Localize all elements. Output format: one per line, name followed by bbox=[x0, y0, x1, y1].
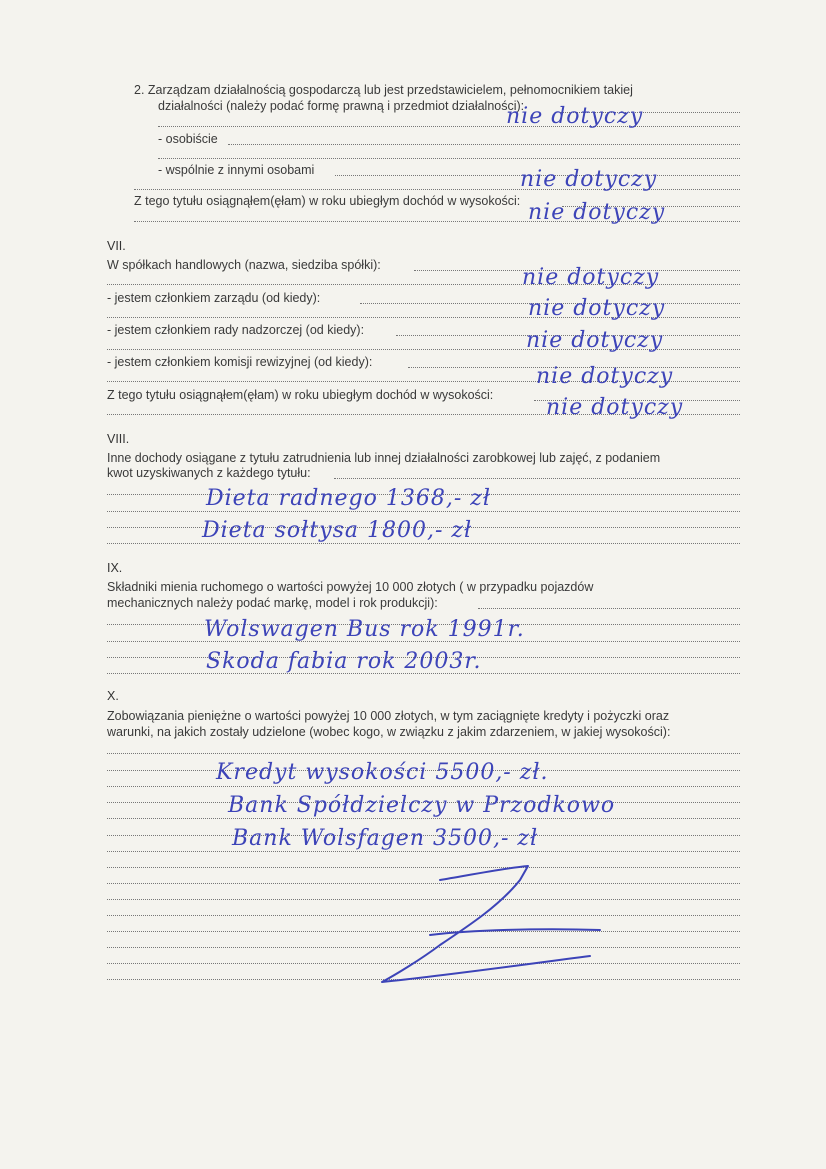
section-viii-heading: VIII. bbox=[107, 432, 130, 446]
handwritten-vii-5: nie dotyczy bbox=[546, 395, 684, 420]
item2-text-line1: 2. Zarządzam działalnością gospodarczą lub jest przedstawicielem, pełnomocnikiem takiej bbox=[134, 83, 633, 97]
vii-rada-label: - jestem członkiem rady nadzorczej (od kiedy): bbox=[107, 323, 365, 337]
vii-komisja-label: - jestem członkiem komisji rewizyjnej (od kiedy): bbox=[107, 355, 373, 369]
ix-line1: Składniki mienia ruchomego o wartości powyżej 10 000 złotych ( w przypadku pojazdów bbox=[107, 580, 594, 594]
vii-dochod-label: Z tego tytułu osiągnąłem(ęłam) w roku ubiegłym dochód w wysokości: bbox=[107, 388, 494, 402]
section-vii-heading: VII. bbox=[107, 239, 126, 253]
section-x-heading: X. bbox=[107, 689, 119, 703]
handwritten-ix-2: Skoda fabia rok 2003r. bbox=[206, 649, 482, 674]
handwritten-vi-2: nie dotyczy bbox=[520, 167, 658, 192]
handwritten-x-2: Bank Spółdzielczy w Przodkowo bbox=[228, 793, 616, 818]
handwritten-ix-1: Wolswagen Bus rok 1991r. bbox=[204, 617, 525, 642]
handwritten-vii-3: nie dotyczy bbox=[526, 328, 664, 353]
handwritten-vii-2: nie dotyczy bbox=[528, 296, 666, 321]
viii-line2: kwot uzyskiwanych z każdego tytułu: bbox=[107, 466, 311, 480]
handwritten-viii-1: Dieta radnego 1368,- zł bbox=[206, 486, 492, 511]
vii-spolki-label: W spółkach handlowych (nazwa, siedziba spółki): bbox=[107, 258, 381, 272]
handwritten-x-1: Kredyt wysokości 5500,- zł. bbox=[216, 760, 549, 785]
x-line1: Zobowiązania pieniężne o wartości powyżej 10 000 złotych, w tym zaciągnięte kredyty i pożyczki oraz bbox=[107, 709, 670, 723]
section-ix-heading: IX. bbox=[107, 561, 123, 575]
handwritten-viii-2: Dieta sołtysa 1800,- zł bbox=[202, 518, 473, 543]
handwritten-x-3: Bank Wolsfagen 3500,- zł bbox=[232, 826, 539, 851]
handwritten-vi-1: nie dotyczy bbox=[506, 104, 644, 129]
ix-line2: mechanicznych należy podać markę, model i rok produkcji): bbox=[107, 596, 438, 610]
handwritten-vii-4: nie dotyczy bbox=[536, 364, 674, 389]
handwritten-vi-3: nie dotyczy bbox=[528, 200, 666, 225]
osobiscie-label: - osobiście bbox=[158, 132, 218, 146]
viii-line1: Inne dochody osiągane z tytułu zatrudnienia lub innej działalności zarobkowej lub zajęć, z podaniem bbox=[107, 451, 661, 465]
x-line2: warunki, na jakich zostały udzielone (wobec kogo, w związku z jakim zdarzeniem, w jakiej wysokości): bbox=[107, 725, 671, 739]
vi-dochod-label: Z tego tytułu osiągnąłem(ęłam) w roku ubiegłym dochód w wysokości: bbox=[134, 194, 521, 208]
vii-zarzad-label: - jestem członkiem zarządu (od kiedy): bbox=[107, 291, 321, 305]
item2-text-line2: działalności (należy podać formę prawną i przedmiot działalności): bbox=[158, 99, 525, 113]
handwritten-vii-1: nie dotyczy bbox=[522, 265, 660, 290]
wspolnie-label: - wspólnie z innymi osobami bbox=[158, 163, 315, 177]
